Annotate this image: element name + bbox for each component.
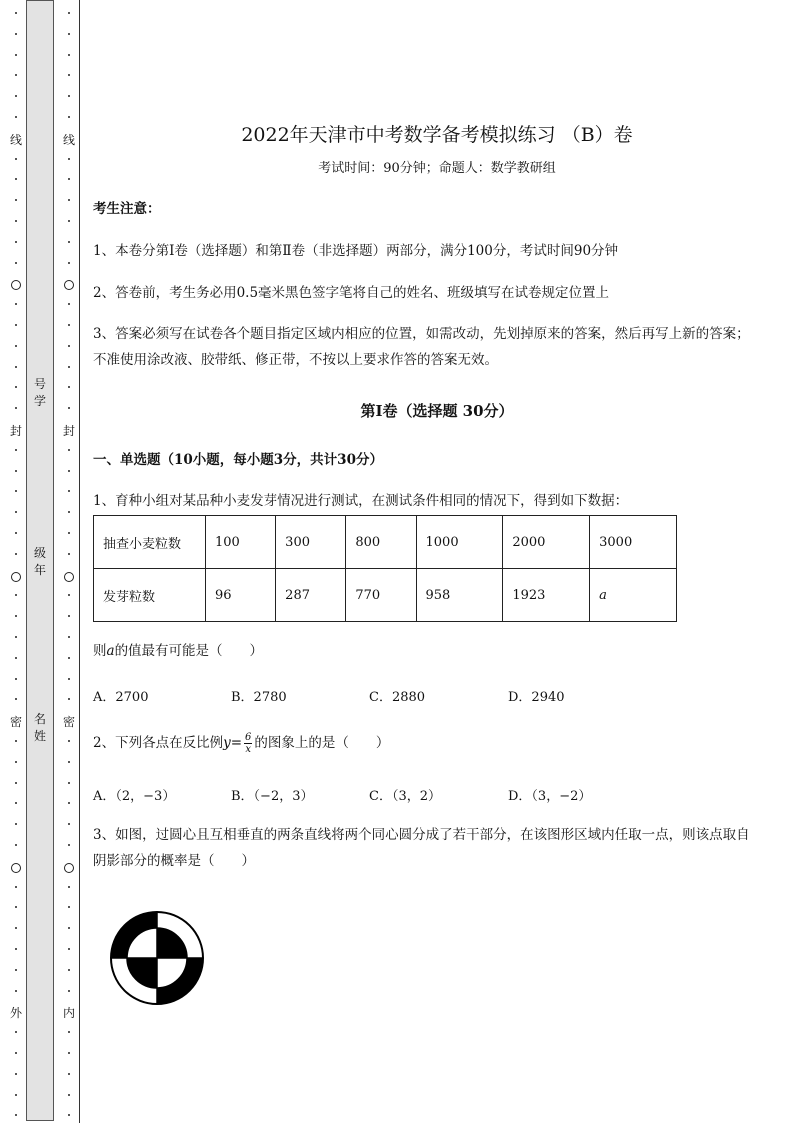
exam-meta: 考试时间：90分钟；命题人：数学教研组 xyxy=(318,161,556,176)
seal-dot xyxy=(15,761,17,763)
seal-dot xyxy=(15,303,17,305)
seal-dot xyxy=(15,636,17,638)
seal-dot xyxy=(15,262,17,264)
table-cell: 958 xyxy=(416,569,503,622)
seal-dot xyxy=(15,969,17,971)
seal-circle xyxy=(11,863,21,873)
seal-dot xyxy=(15,594,17,596)
table-cell: 发芽粒数 xyxy=(94,569,206,622)
seal-dot xyxy=(15,948,17,950)
seal-dot xyxy=(15,220,17,222)
seal-dot xyxy=(68,615,70,617)
seal-dot xyxy=(15,802,17,804)
seal-dot xyxy=(15,33,17,35)
seal-dot xyxy=(68,366,70,368)
seal-dot xyxy=(68,782,70,784)
q1-question-post: 的值最有可能是（ ） xyxy=(114,643,264,659)
part-heading: 一、单选题（10小题，每小题3分，共计30分） xyxy=(93,452,383,468)
seal-dot xyxy=(68,740,70,742)
q3-concentric-circles-figure xyxy=(108,909,206,1007)
q1-stem: 1、育种小组对某品种小麦发芽情况进行测试，在测试条件相同的情况下，得到如下数据： xyxy=(93,493,629,509)
seal-dot xyxy=(15,1114,17,1116)
seal-dot xyxy=(15,990,17,992)
q2-fraction-num: 6 xyxy=(245,732,252,743)
q2-option-a[interactable]: A．（2，−3） xyxy=(93,789,176,804)
seal-dot xyxy=(68,1073,70,1075)
table-cell: 287 xyxy=(276,569,346,622)
q2-fraction xyxy=(244,732,252,755)
table-cell: 300 xyxy=(276,516,346,569)
field-label-char: 姓 xyxy=(33,729,46,743)
seal-dot xyxy=(15,1073,17,1075)
seal-dot xyxy=(68,345,70,347)
seal-dot xyxy=(68,199,70,201)
field-label-name xyxy=(30,711,50,745)
q1-variable: a xyxy=(106,643,115,659)
seal-dot xyxy=(68,407,70,409)
seal-dot xyxy=(68,158,70,160)
seal-mark: 线 xyxy=(9,133,22,147)
q2-option-b[interactable]: B．（−2，3） xyxy=(231,789,314,804)
seal-dot xyxy=(68,948,70,950)
seal-dot xyxy=(15,95,17,97)
seal-dot xyxy=(68,1031,70,1033)
field-label-char: 号 xyxy=(33,377,46,391)
notice-item-2: 2、答卷前，考生务必用0.5毫米黑色签字笔将自己的姓名、班级填写在试卷规定位置上 xyxy=(93,285,610,301)
q2-stem xyxy=(93,728,753,758)
seal-dot xyxy=(68,262,70,264)
q2-func-eq: = xyxy=(230,735,243,751)
seal-dot xyxy=(68,324,70,326)
seal-dot xyxy=(68,386,70,388)
q2-func-y: y xyxy=(223,735,231,751)
seal-dot xyxy=(15,927,17,929)
seal-circle xyxy=(64,280,74,290)
seal-dot xyxy=(15,199,17,201)
seal-dot xyxy=(68,95,70,97)
seal-dot xyxy=(15,490,17,492)
q1-option-b[interactable]: B．2780 xyxy=(231,690,287,705)
seal-dot xyxy=(68,678,70,680)
table-cell: 3000 xyxy=(590,516,677,569)
seal-dot xyxy=(15,158,17,160)
seal-dot xyxy=(15,345,17,347)
seal-dot xyxy=(15,615,17,617)
table-cell: 抽查小麦粒数 xyxy=(94,516,206,569)
seal-dot xyxy=(68,906,70,908)
seal-dot xyxy=(15,886,17,888)
table-cell: 1923 xyxy=(503,569,590,622)
seal-circle xyxy=(11,280,21,290)
seal-dot xyxy=(68,532,70,534)
q2-stem-post: 的图象上的是（ ） xyxy=(254,735,390,751)
seal-dot xyxy=(15,698,17,700)
seal-dot xyxy=(68,511,70,513)
inner-seal-line xyxy=(62,0,76,1123)
seal-dot xyxy=(15,844,17,846)
seal-dot xyxy=(15,1031,17,1033)
seal-dot xyxy=(68,178,70,180)
seal-circle xyxy=(64,863,74,873)
seal-dot xyxy=(68,844,70,846)
seal-dot xyxy=(68,886,70,888)
field-label-student-id xyxy=(30,376,50,410)
notice-item-3: 3、答案必须写在试卷各个题目指定区域内相应的位置，如需改动，先划掉原来的答案，然后再写上新的答案；不准使用涂改液、胶带纸、修正带，不按以上要求作答的答案无效。 xyxy=(93,326,750,368)
table-row xyxy=(94,569,677,622)
seal-dot xyxy=(68,990,70,992)
seal-dot xyxy=(15,470,17,472)
seal-dot xyxy=(68,823,70,825)
seal-mark: 封 xyxy=(62,424,75,438)
seal-dot xyxy=(15,782,17,784)
q1-question xyxy=(93,638,753,664)
q2-stem-pre: 2、下列各点在反比例 xyxy=(93,735,224,751)
seal-dot xyxy=(68,553,70,555)
table-cell: 100 xyxy=(206,516,276,569)
seal-dot xyxy=(68,1094,70,1096)
seal-dot xyxy=(15,74,17,76)
field-label-grade xyxy=(30,545,50,579)
seal-dot xyxy=(68,449,70,451)
seal-dot xyxy=(15,532,17,534)
seal-circle xyxy=(64,572,74,582)
seal-dot xyxy=(68,1114,70,1116)
seal-dot xyxy=(15,178,17,180)
q1-question-pre: 则 xyxy=(93,643,107,659)
seal-mark: 密 xyxy=(9,715,22,729)
seal-dot xyxy=(68,241,70,243)
notice-heading: 考生注意： xyxy=(93,201,161,217)
seal-dot xyxy=(15,1094,17,1096)
seal-circle xyxy=(11,572,21,582)
table-cell: 770 xyxy=(346,569,416,622)
seal-dot xyxy=(68,969,70,971)
seal-mark: 密 xyxy=(62,715,75,729)
seal-mark: 外 xyxy=(9,1006,22,1020)
seal-mark: 封 xyxy=(9,424,22,438)
q2-option-c[interactable]: C．（3，2） xyxy=(369,789,441,804)
notice-item-1: 1、本卷分第Ⅰ卷（选择题）和第Ⅱ卷（非选择题）两部分，满分100分，考试时间90分钟 xyxy=(93,243,619,259)
seal-dot xyxy=(15,366,17,368)
q2-option-d[interactable]: D．（3，−2） xyxy=(508,789,592,804)
seal-dot xyxy=(15,1052,17,1054)
seal-dot xyxy=(15,449,17,451)
seal-dot xyxy=(15,54,17,56)
field-label-char: 年 xyxy=(33,563,46,577)
field-label-char: 学 xyxy=(33,394,46,408)
table-cell: 2000 xyxy=(503,516,590,569)
seal-dot xyxy=(68,594,70,596)
seal-dot xyxy=(15,116,17,118)
seal-dot xyxy=(15,12,17,14)
seal-dot xyxy=(15,241,17,243)
q1-option-a[interactable]: A．2700 xyxy=(93,690,149,705)
outer-seal-line xyxy=(9,0,23,1123)
seal-dot xyxy=(68,761,70,763)
table-cell: 800 xyxy=(346,516,416,569)
seal-dot xyxy=(15,657,17,659)
seal-mark: 线 xyxy=(62,133,75,147)
seal-dot xyxy=(68,303,70,305)
seal-dot xyxy=(68,490,70,492)
section-title: 第Ⅰ卷（选择题 30分） xyxy=(360,402,514,420)
q1-option-c[interactable]: C．2880 xyxy=(369,690,426,705)
seal-dot xyxy=(68,802,70,804)
seal-dot xyxy=(15,823,17,825)
seal-dot xyxy=(68,116,70,118)
q2-fraction-den: x xyxy=(245,744,252,755)
table-cell: 96 xyxy=(206,569,276,622)
seal-dot xyxy=(68,33,70,35)
seal-dot xyxy=(68,470,70,472)
seal-dot xyxy=(68,698,70,700)
seal-dot xyxy=(15,407,17,409)
seal-dot xyxy=(68,12,70,14)
table-row xyxy=(94,516,677,569)
seal-dot xyxy=(15,553,17,555)
seal-dot xyxy=(68,657,70,659)
seal-dot xyxy=(15,324,17,326)
table-cell: 1000 xyxy=(416,516,503,569)
q1-option-d[interactable]: D．2940 xyxy=(508,690,565,705)
field-label-char: 级 xyxy=(33,546,46,560)
q1-data-table xyxy=(93,515,677,622)
q3-stem: 3、如图，过圆心且互相垂直的两条直线将两个同心圆分成了若干部分，在该图形区域内任取一点，则该点取自阴影部分的概率是（ ） xyxy=(93,827,750,869)
seal-dot xyxy=(68,54,70,56)
seal-dot xyxy=(68,220,70,222)
page-title: 2022年天津市中考数学备考模拟练习 （B）卷 xyxy=(241,124,633,146)
seal-dot xyxy=(15,386,17,388)
seal-dot xyxy=(68,636,70,638)
seal-dot xyxy=(68,1052,70,1054)
field-label-char: 名 xyxy=(33,712,46,726)
seal-dot xyxy=(15,511,17,513)
seal-dot xyxy=(15,906,17,908)
seal-dot xyxy=(15,678,17,680)
seal-dot xyxy=(68,74,70,76)
seal-mark: 内 xyxy=(62,1006,75,1020)
seal-dot xyxy=(68,927,70,929)
table-cell: a xyxy=(590,569,677,622)
seal-dot xyxy=(15,740,17,742)
